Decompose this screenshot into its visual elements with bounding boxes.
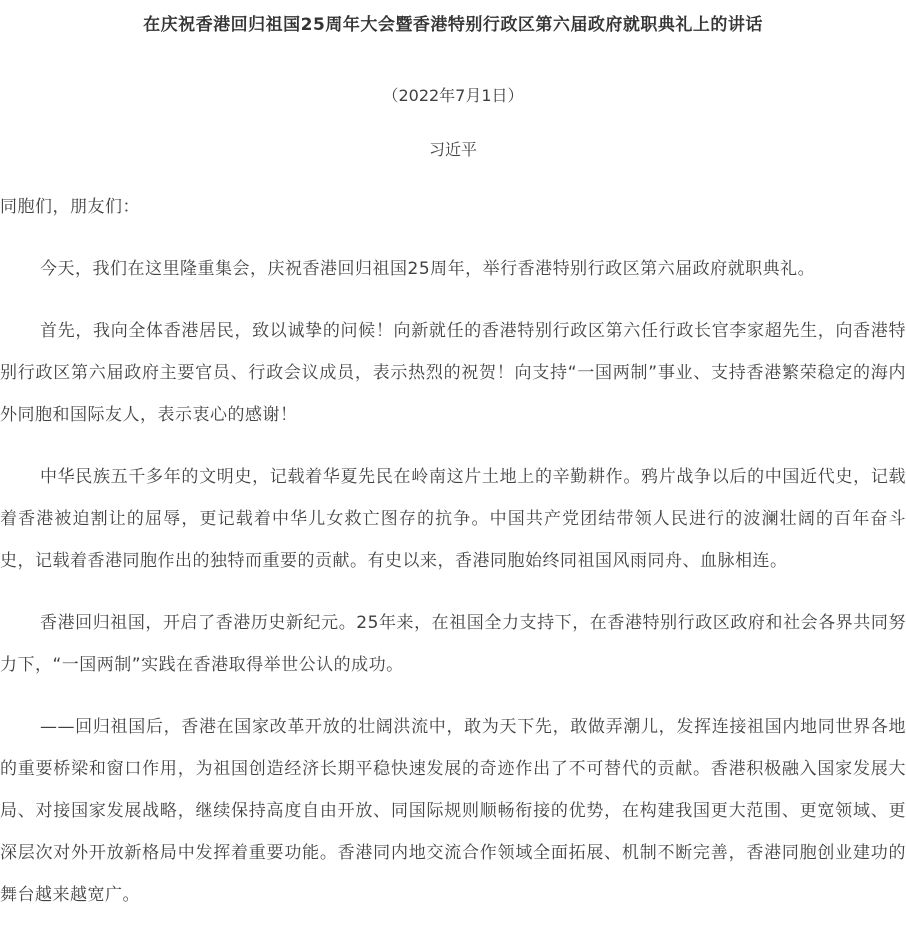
document-body xyxy=(0,186,906,916)
paragraph: ——回归祖国后，香港在国家改革开放的壮阔洪流中，敢为天下先，敢做弄潮儿，发挥连接祖国内地同世界各地的重要桥梁和窗口作用，为祖国创造经济长期平稳快速发展的奇迹作出了不可替代的贡献。香港积极融入国家发展大局、对接国家发展战略，继续保持高度自由开放、同国际规则顺畅衔接的优势，在构建我国更大范围、更宽领域、更深层次对外开放新格局中发挥着重要功能。香港同内地交流合作领域全面拓展、机制不断完善，香港同胞创业建功的舞台越来越宽广。 xyxy=(0,717,906,905)
document-date: （2022年7月1日） xyxy=(382,86,524,105)
paragraph: 首先，我向全体香港居民，致以诚挚的问候！向新就任的香港特别行政区第六任行政长官李家超先生，向香港特别行政区第六届政府主要官员、行政会议成员，表示热烈的祝贺！向支持“一国两制”事业、支持香港繁荣稳定的海内外同胞和国际友人，表示衷心的感谢！ xyxy=(0,321,906,425)
document-title: 在庆祝香港回归祖国25周年大会暨香港特别行政区第六届政府就职典礼上的讲话 xyxy=(143,15,763,35)
document-author: 习近平 xyxy=(428,140,477,159)
paragraph: 香港回归祖国，开启了香港历史新纪元。25年来，在祖国全力支持下，在香港特别行政区政府和社会各界共同努力下，“一国两制”实践在香港取得举世公认的成功。 xyxy=(0,613,906,675)
salutation-line: 同胞们，朋友们： xyxy=(0,197,140,217)
paragraph: 今天，我们在这里隆重集会，庆祝香港回归祖国25周年，举行香港特别行政区第六届政府就职典礼。 xyxy=(40,259,816,279)
paragraph: 中华民族五千多年的文明史，记载着华夏先民在岭南这片土地上的辛勤耕作。鸦片战争以后的中国近代史，记载着香港被迫割让的屈辱，更记载着中华儿女救亡图存的抗争。中国共产党团结带领人民进行的波澜壮阔的百年奋斗史，记载着香港同胞作出的独特而重要的贡献。有史以来，香港同胞始终同祖国风雨同舟、血脉相连。 xyxy=(0,467,906,571)
